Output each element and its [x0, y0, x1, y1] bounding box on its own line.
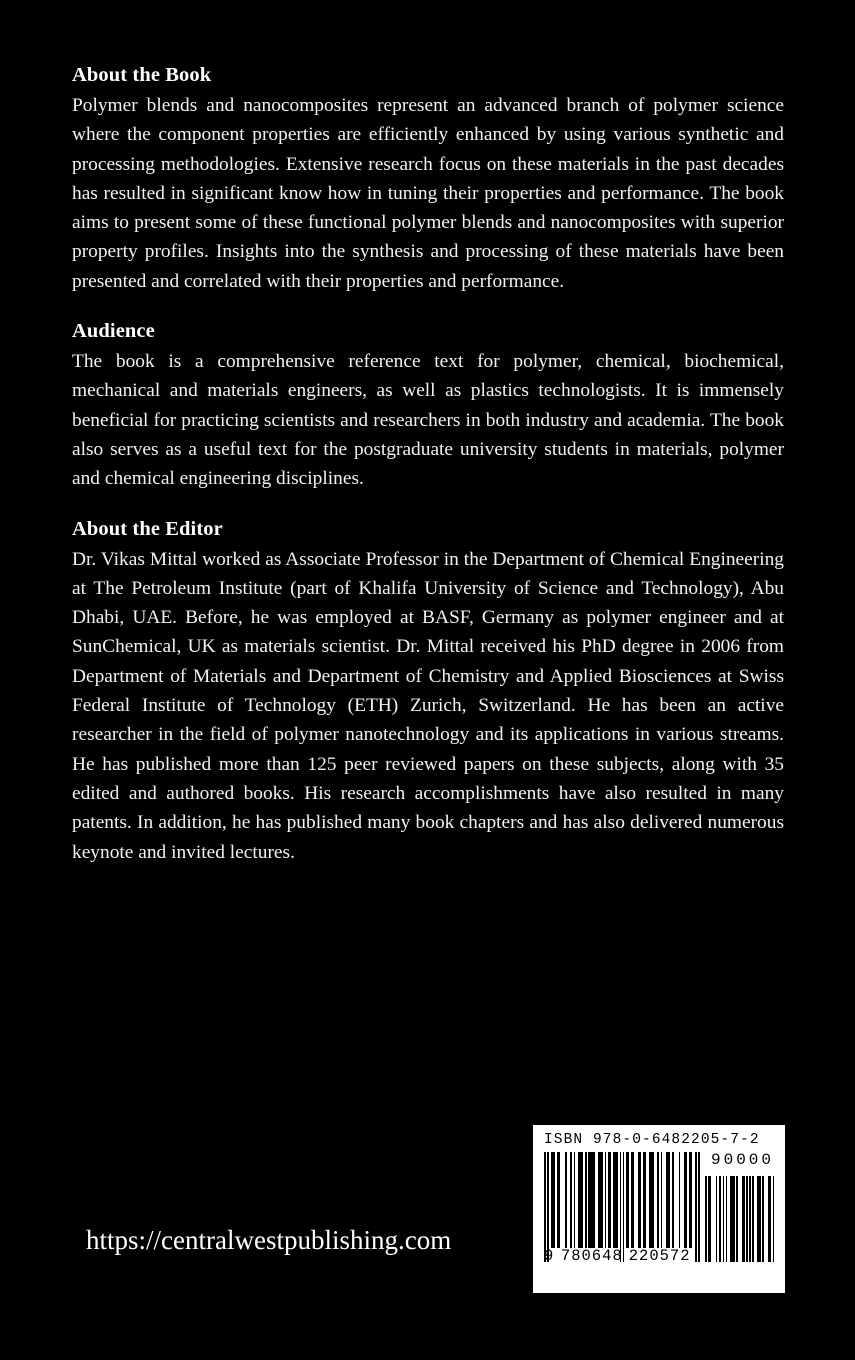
addon-price-code-digits: 90000 — [710, 1151, 774, 1169]
back-cover-footer — [0, 1105, 855, 1295]
isbn-text-label: ISBN 978-0-6482205-7-2 — [544, 1132, 760, 1148]
ean13-symbol — [544, 1152, 700, 1265]
addon-bars — [704, 1176, 774, 1262]
ean13-bars — [544, 1152, 700, 1262]
back-cover-text-content — [72, 62, 784, 867]
section-about-the-editor — [72, 516, 784, 867]
section-about-the-book — [72, 62, 784, 296]
heading-about-the-editor: About the Editor — [72, 517, 223, 540]
body-about-the-book: Polymer blends and nanocomposites represent an advanced branch of polymer science where the component properties are efficiently enhanced by using various synthetic and processing methodologies. Extensive research focus on these materials in the past decades has resulted in significant know how in tuning their properties and performance. The book aims to present some of these functional polymer blends and nanocomposites with superior property profiles. Insights into the synthesis and processing of these materials have been presented and correlated with their properties and performance. — [72, 95, 784, 292]
ean13-digit-first: 9 — [544, 1247, 554, 1265]
heading-audience: Audience — [72, 320, 155, 343]
heading-about-the-book: About the Book — [72, 64, 212, 86]
isbn-barcode — [533, 1125, 785, 1293]
addon-symbol — [704, 1176, 774, 1262]
ean13-right-group: 220572 — [628, 1247, 691, 1265]
ean13-left-group: 780648 — [560, 1247, 623, 1265]
section-audience — [72, 318, 784, 493]
barcode-graphics — [542, 1150, 776, 1278]
body-audience: The book is a comprehensive reference text for polymer, chemical, biochemical, mechanical and materials engineers, as well as plastics technologists. It is immensely beneficial for practicing scientists and researchers in both industry and academia. The book also serves as a useful text for the postgraduate university students in materials, polymer and chemical engineering disciplines. — [72, 351, 784, 490]
publisher-url[interactable]: https://centralwestpublishing.com — [86, 1225, 452, 1255]
ean13-human-readable — [544, 1247, 704, 1265]
body-about-the-editor: Dr. Vikas Mittal worked as Associate Professor in the Department of Chemical Engineering at The Petroleum Institute (part of Khalifa University of Science and Technology), Abu Dhabi, UAE. Before, he was employed at BASF, Germany as polymer engineer and at SunChemical, UK as materials scientist. Dr. Mittal received his PhD degree in 2006 from Department of Materials and Department of Chemistry and Applied Biosciences at Swiss Federal Institute of Technology (ETH) Zurich, Switzerland. He has been an active researcher in the field of polymer nanotechnology and its applications in various streams. He has published more than 125 peer reviewed papers on these subjects, along with 35 edited and authored books. His research accomplishments have also resulted in many patents. In addition, he has published many book chapters and has also delivered numerous keynote and invited lectures. — [72, 548, 784, 863]
